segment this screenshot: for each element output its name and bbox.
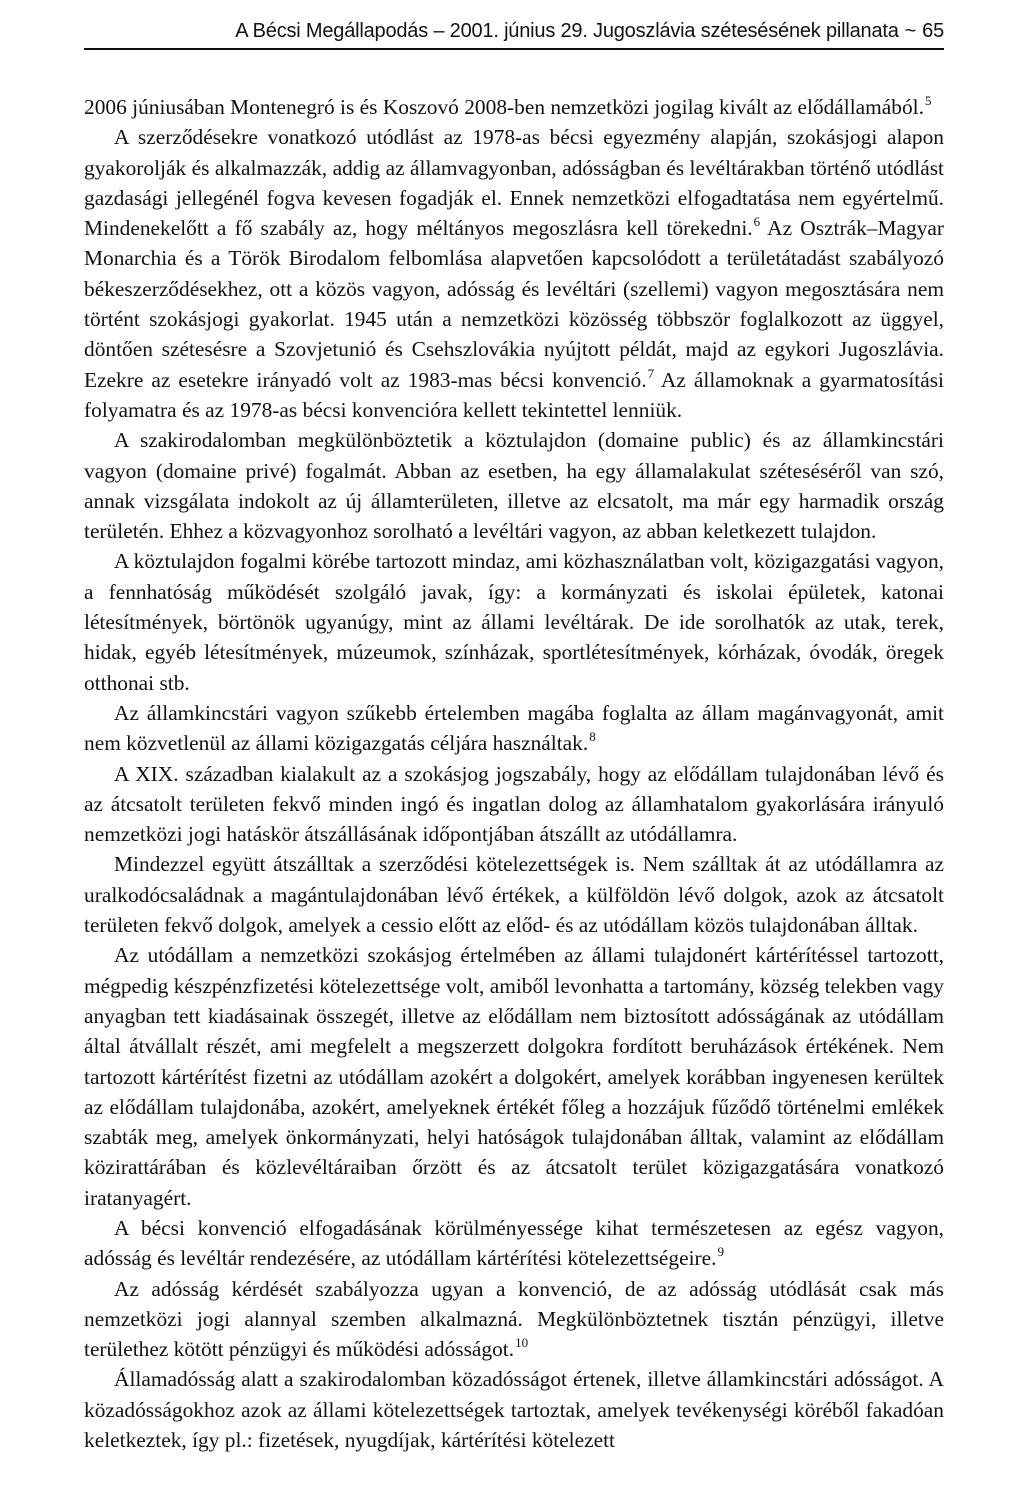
footnote-marker: 8: [589, 729, 596, 745]
paragraph-text: Az utódállam a nemzetközi szokásjog értelmében az állami tulajdonért kártérítéssel tartozott, mégpedig készpénzfizetési kötelezettsége volt, amiből levonhatta a tartomány, község telekben vagy anyagban tett kiadásainak összegét, illetve az elődállam nem biztosított adósságának az utódállam által átvállalt részét, ami megfelelt a megszerzett dolgokra fordított beruházások értékének. Nem tartozott kártérítést fizetni az utódállam azokért a dolgokért, amelyek korábban ingyenesen kerültek az elődállam tulajdonába, azokért, amelyeknek értékét főleg a hozzájuk fűződő történelmi emlékek szabták meg, amelyek önkormányzati, helyi hatóságok tulajdonában álltak, valamint az elődállam közirattárában és közlevéltáraiban őrzött és az átcsatolt terület közigazgatására vonatkozó iratanyagért.: [84, 943, 944, 1210]
paragraph-text: A köztulajdon fogalmi körébe tartozott mindaz, ami közhasználatban volt, közigazgatási vagyon, a fennhatóság működését szolgáló javak, így: a kormányzati és iskolai épületek, katonai létesítmények, börtönök ugyanúgy, mint az állami levéltárak. De ide sorolhatók az utak, terek, hidak, egyéb létesítmények, múzeumok, színházak, sportlétesítmények, kórházak, óvodák, öregek otthonai stb.: [84, 549, 944, 695]
paragraph: [84, 1364, 944, 1455]
running-header: [84, 14, 944, 50]
header-separator: ~: [904, 20, 917, 42]
paragraph: [84, 849, 944, 940]
footnote-marker: 7: [647, 365, 655, 381]
paragraph: [84, 698, 944, 759]
paragraph-text: Mindezzel együtt átszálltak a szerződési kötelezettségek is. Nem szálltak át az utódállamra az uralkodócsaládnak a magántulajdonában lévő értékek, a külföldön lévő dolgok, azok az átcsatolt területen fekvő dolgok, amelyek a cessio előtt az előd- és az utódállam közös tulajdonában álltak.: [84, 852, 944, 938]
paragraph: [84, 1213, 944, 1274]
header-book-title: A Bécsi Megállapodás – 2001. június 29. Jugoszlávia szétesésének pillanata: [235, 20, 899, 42]
paragraph-text: A szerződésekre vonatkozó utódlást az 1978-as bécsi egyezmény alapján, szokásjogi alapon gyakorolják és alkalmazzák, addig az államvagyonban, adósságban és levéltárakban történő utódlást gazdasági jellegénél fogva kevesen fogadják el. Ennek nemzetközi elfogadtatása nem egyértelmű. Mindenekelőtt a fő szabály az, hogy méltányos megoszlásra kell törekedni.: [84, 125, 944, 241]
body-text: [84, 92, 944, 1455]
paragraph: [84, 940, 944, 1213]
page-number: 65: [922, 20, 944, 42]
paragraph: [84, 759, 944, 850]
paragraph-text: A szakirodalomban megkülönböztetik a köztulajdon (domaine public) és az államkincstári vagyon (domaine privé) fogalmát. Abban az esetben, ha egy államalakulat széteséséről van szó, annak vizsgálata indokolt az új államterületen, illetve az elcsatolt, ma már egy harmadik ország területén. Ehhez a közvagyonhoz sorolható a levéltári vagyon, az abban keletkezett tulajdon.: [84, 428, 944, 544]
paragraph: [84, 122, 944, 425]
paragraph-text: 2006 júniusában Montenegró is és Koszovó 2008-ben nemzetközi jogilag kivált az elődállamából.: [84, 95, 924, 119]
paragraph-text: Az Osztrák–Magyar Monarchia és a Török Birodalom felbomlása alapvetően kapcsolódott a területátadást szabályozó békeszerződésekhez, ott a közös vagyon, adósság és levéltári (szellemi) vagyon megosztására nem történt szokásjogi gyakorlat. 1945 után a nemzetközi közösség többször foglalkozott az üggyel, döntően szétesésre a Szovjetunió és Csehszlovákia nyújtott példát, majd az egykori Jugoszlávia. Ezekre az esetekre irányadó volt az 1983-mas bécsi konvenció.: [84, 216, 945, 392]
footnote-marker: 9: [717, 1244, 724, 1260]
paragraph-text: Az államkincstári vagyon szűkebb értelemben magába foglalta az állam magánvagyonát, amit nem közvetlenül az állami közigazgatás céljára használtak.: [84, 700, 944, 756]
footnote-marker: 5: [924, 93, 932, 108]
paragraph-text: Az államoknak a gyarmatosítási folyamatra és az 1978-as bécsi konvencióra kellett tekintettel lenniük.: [84, 367, 944, 422]
paragraph: [84, 425, 944, 546]
paragraph-text: Államadósság alatt a szakirodalomban közadósságot értenek, illetve államkincstári adósságot. A közadósságokhoz azok az állami kötelezettségek tartoztak, amelyek tevékenységi köréből fakadóan keletkeztek, így pl.: fizetések, nyugdíjak, kártérítési kötelezett: [84, 1367, 944, 1453]
footnote-marker: 6: [753, 214, 761, 230]
paragraph: [84, 546, 944, 697]
paragraph-text: Az adósság kérdését szabályozza ugyan a konvenció, de az adósság utódlását csak más nemzetközi jogi alannyal szemben alkalmazná. Megkülönböztetnek tisztán pénzügyi, illetve területhez kötött pénzügyi és működési adósságot.: [84, 1276, 944, 1362]
paragraph-text: A bécsi konvenció elfogadásának körülményessége kihat természetesen az egész vagyon, adósság és levéltár rendezésére, az utódállam kártérítési kötelezettségeire.: [84, 1215, 944, 1271]
paragraph: [84, 1274, 944, 1365]
paragraph: [84, 92, 944, 122]
footnote-marker: 10: [515, 1335, 529, 1351]
paragraph-text: A XIX. században kialakult az a szokásjog jogszabály, hogy az elődállam tulajdonában lévő és az átcsatolt területen fekvő minden ingó és ingatlan dolog az államhatalom gyakorlására irányuló nemzetközi jogi hatáskör átszállásának időpontjában átszállt az utódállamra.: [84, 761, 944, 847]
